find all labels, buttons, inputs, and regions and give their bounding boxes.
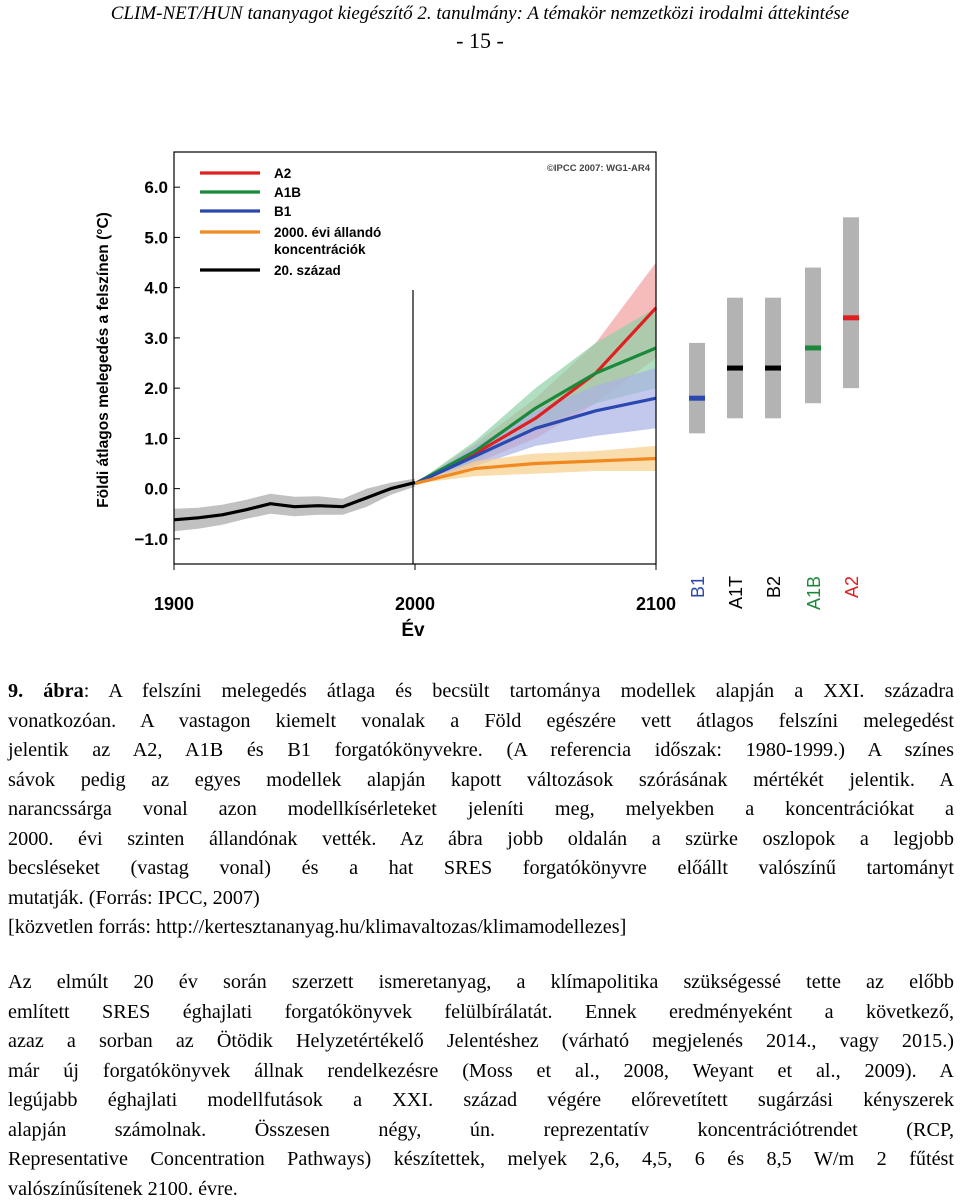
legend-label: 20. század	[274, 263, 341, 278]
legend-label: A2	[274, 166, 291, 181]
y-tick-label: 2.0	[144, 379, 168, 398]
caption-label: 9. ábra	[8, 680, 84, 702]
watermark: ©IPCC 2007: WG1-AR4	[547, 163, 651, 174]
warming-projection-chart	[90, 140, 690, 645]
x-tick-label: 2000	[395, 594, 435, 614]
scenario-bar-a1b	[805, 268, 821, 404]
paragraph-line: alapján számolnak. Összesen négy, ún. reprezentatív koncentrációtrendet (RCP,	[8, 1116, 954, 1146]
paragraph-line: már új forgatókönyvek állnak rendelkezésre (Moss et al., 2008, Weyant et al., 2009). A	[8, 1057, 954, 1087]
caption-line: mutatják. (Forrás: IPCC, 2007)	[8, 884, 954, 914]
caption-line: 2000. évi szinten állandónak vették. Az ábra jobb oldalán a szürke oszlopok a legjobb	[8, 825, 954, 855]
caption-line: 9. ábra: A felszíni melegedés átlaga és becsült tartománya modellek alapján a XXI. századra	[8, 677, 954, 707]
scenario-best-b2	[765, 366, 781, 371]
scenario-range-bars	[688, 217, 862, 610]
y-tick-label: 3.0	[144, 329, 168, 348]
scenario-bar-a1t	[727, 298, 743, 419]
scenario-best-b1	[689, 396, 705, 401]
scenario-bar-a2	[843, 217, 859, 388]
band-20-sz-zad	[174, 479, 415, 532]
x-axis-ticks	[154, 564, 676, 614]
caption-line: narancssárga vonal azon modellkísérleteket jeleníti meg, melyekben a koncentrációkat a	[8, 795, 954, 825]
figure-caption	[8, 677, 954, 943]
running-header: CLIM-NET/HUN tananyagot kiegészítő 2. tanulmány: A témakör nemzetközi irodalmi áttekintése	[0, 2, 960, 26]
paragraph-line: azaz a sorban az Ötödik Helyzetértékelő Jelentéshez (várható megjelenés 2014., vagy 2015.)	[8, 1027, 954, 1057]
legend-label: B1	[274, 204, 292, 219]
scenario-label: B1	[688, 576, 708, 598]
scenario-best-a2	[843, 315, 859, 320]
y-tick-label: 0.0	[144, 480, 168, 499]
y-tick-label: 1.0	[144, 429, 168, 448]
scenario-bar-b2	[765, 298, 781, 419]
x-tick-label: 2100	[636, 594, 676, 614]
paragraph-line: Az elmúlt 20 év során szerzett ismeretanyag, a klímapolitika szükségessé tette az előbb	[8, 968, 954, 998]
uncertainty-bands	[174, 263, 656, 532]
y-tick-label: 5.0	[144, 228, 168, 247]
body-paragraph	[8, 968, 954, 1204]
legend-label: 2000. évi állandó koncentrációk	[274, 225, 381, 257]
paragraph-line: említett SRES éghajlati forgatókönyvek felülbírálatát. Ennek eredményeként a következő,	[8, 998, 954, 1028]
scenario-label: B2	[764, 576, 784, 598]
scenario-bar-b1	[689, 343, 705, 433]
caption-line: jelentik az A2, A1B és B1 forgatókönyvekre. (A referencia időszak: 1980-1999.) A színes	[8, 736, 954, 766]
y-tick-label: −1.0	[134, 530, 168, 549]
scenario-best-a1b	[805, 345, 821, 350]
scenario-label: A1T	[726, 576, 746, 609]
y-tick-label: 4.0	[144, 279, 168, 298]
y-axis-label: Földi átlagos melegedés a felszínen (°C)	[95, 212, 112, 508]
scenario-best-a1t	[727, 366, 743, 371]
legend	[200, 166, 381, 278]
y-axis-ticks	[134, 178, 180, 549]
scenario-label: A2	[842, 576, 862, 598]
page-number: - 15 -	[0, 28, 960, 54]
paragraph-line: Representative Concentration Pathways) készítettek, melyek 2,6, 4,5, 6 és 8,5 W/m 2 fűtést	[8, 1145, 954, 1175]
caption-source-link: [közvetlen forrás: http://kertesztananyag.hu/klimavaltozas/klimamodellezes]	[8, 913, 954, 943]
scenario-label: A1B	[804, 576, 824, 610]
paragraph-line: legújabb éghajlati modellfutások a XXI. század végére előrevetített sugárzási kényszerek	[8, 1086, 954, 1116]
caption-line: becsléseket (vastag vonal) és a hat SRES forgatókönyvre előállt valószínű tartományt	[8, 854, 954, 884]
x-tick-label: 1900	[154, 594, 194, 614]
y-tick-label: 6.0	[144, 178, 168, 197]
x-axis-label: Év	[401, 619, 425, 641]
caption-line: vonatkozóan. A vastagon kiemelt vonalak a Föld egészére vett átlagos felszíni melegedést	[8, 707, 954, 737]
caption-line: sávok pedig az egyes modellek alapján kapott változások szórásának mértékét jelentik. A	[8, 766, 954, 796]
paragraph-line: valószínűsítenek 2100. évre.	[8, 1175, 954, 1204]
legend-label: A1B	[274, 185, 301, 200]
series-lines	[174, 308, 656, 520]
